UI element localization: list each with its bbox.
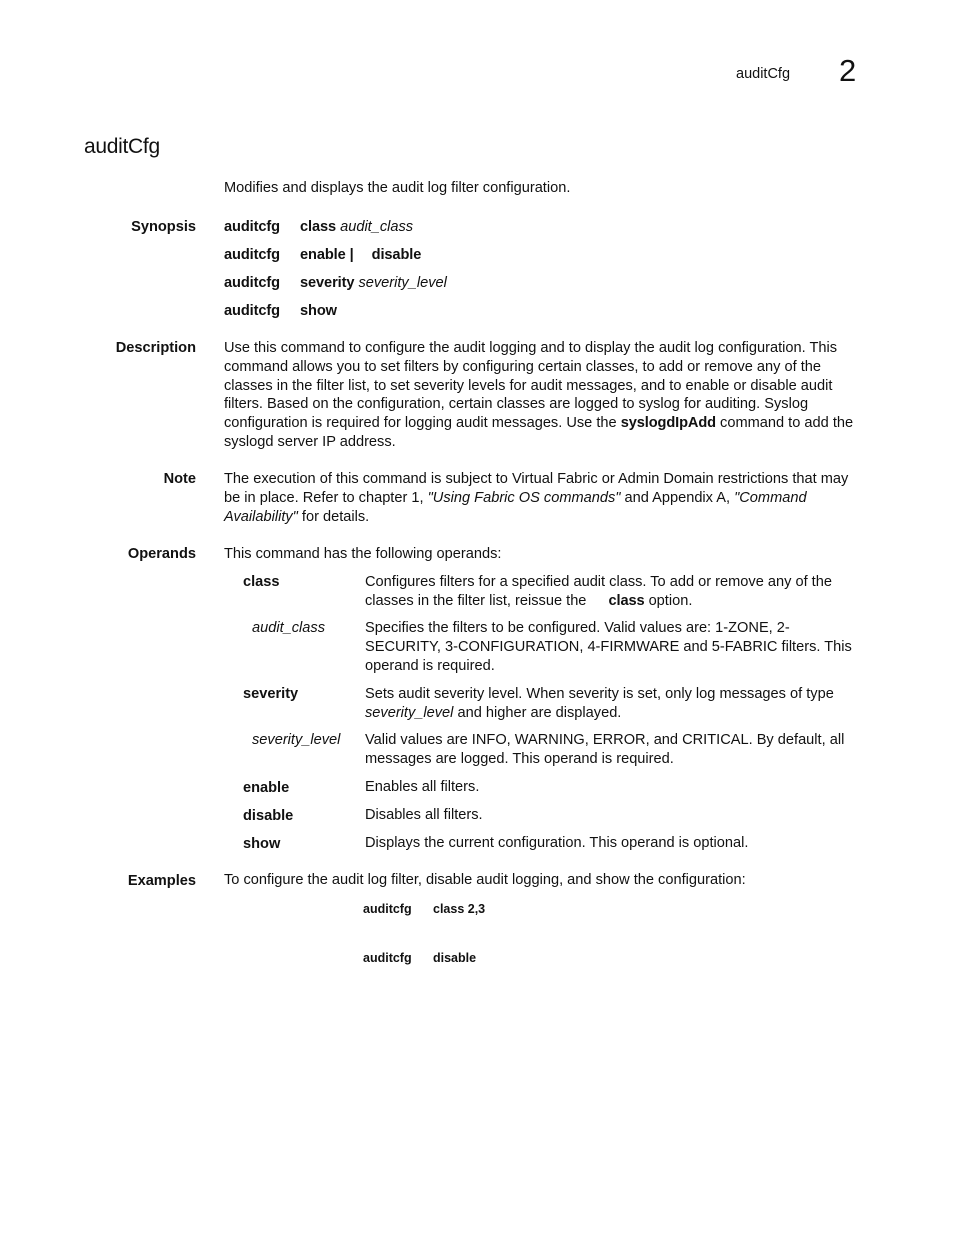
summary-text: Modifies and displays the audit log filter configuration. [224,180,571,196]
note-reference: "Command Availability" [224,489,807,525]
description-label: Description [115,340,196,356]
synopsis-arg-bold: severity [300,275,355,291]
operand-description: Specifies the filters to be configured. Valid values are: 1-ZONE, 2-SECURITY, 3-CONFIGURATION, 4-FIRMWARE and 5-FABRIC filters. This operand is required. [365,620,852,674]
synopsis-arg-bold: class [300,219,337,235]
note-part: The execution of this command is subject to Virtual Fabric or Admin Domain restrictions that may be in place. Refer to chapter 1, [224,471,849,506]
example-command: auditcfg [363,902,412,916]
operand-description [365,573,865,611]
operand-description: Displays the current configuration. This operand is optional. [365,835,749,851]
note-reference: "Using Fabric OS commands" [427,489,621,506]
synopsis-arg-bold: enable | [300,247,354,263]
synopsis-args [300,274,447,293]
operand-name: audit_class [252,620,326,636]
note-part: and Appendix A, [620,489,735,506]
examples-intro: To configure the audit log filter, disable audit logging, and show the configuration: [224,872,746,888]
operand-desc-part: Configures filters for a specified audit class. To add or remove any of the classes in the filter list, reissue the [365,574,832,609]
page-title: auditCfg [84,135,160,158]
operand-name: enable [243,780,290,796]
synopsis-cmd: auditcfg [224,275,280,291]
synopsis-args [300,218,413,237]
synopsis-cmd: auditcfg [224,219,280,235]
operand-description: Disables all filters. [365,807,483,823]
synopsis-arg-italic: audit_class [340,219,414,235]
note-label: Note [163,471,196,487]
operand-description: Enables all filters. [365,779,480,795]
chapter-number: 2 [839,53,857,88]
operand-description: Valid values are INFO, WARNING, ERROR, and CRITICAL. By default, all messages are logged. This operand is required. [365,732,845,767]
note-text [224,470,864,526]
note-part: for details. [297,508,370,525]
description-text [224,339,864,452]
operands-label: Operands [127,546,196,562]
example-args: disable [433,951,477,965]
description-part: Use this command to configure the audit logging and to display the audit log configuration. This command allows you to set filters by configuring certain classes, to add or remove any of the classes in the filter list, to set severity levels for audit messages, and to enable or disable audit filters. Based on the configuration, certain classes are logged to syslog for auditing. Syslog configuration is required for logging audit messages. Use the [224,340,838,432]
operand-name: severity [243,686,299,702]
description-command: syslogdIpAdd [620,415,716,432]
operand-name: severity_level [252,732,341,748]
synopsis-args [300,246,421,265]
operand-name: class [243,574,280,590]
synopsis-label: Synopsis [131,219,196,235]
synopsis-args [300,302,337,321]
synopsis-cmd: auditcfg [224,303,280,319]
operand-desc-part: Sets audit severity level. When severity is set, only log messages of type [365,686,834,702]
example-command: auditcfg [363,951,412,965]
synopsis-cmd: auditcfg [224,247,280,263]
operand-desc-part: option. [644,592,693,609]
operands-intro: This command has the following operands: [224,546,502,562]
operand-desc-italic: severity_level [365,704,454,721]
synopsis-arg-bold: disable [371,247,422,263]
running-header-title: auditCfg [736,66,791,82]
synopsis-arg-italic: severity_level [358,275,447,291]
description-part: command to add the syslogd server IP address. [224,415,854,450]
example-args: class 2,3 [433,902,486,916]
examples-label: Examples [127,873,196,889]
operand-name: show [243,836,281,852]
operand-name: disable [243,808,294,824]
synopsis-arg-bold: show [300,303,337,319]
operand-description [365,685,865,723]
operand-desc-part: and higher are displayed. [453,704,622,721]
operand-desc-command: class [608,592,645,609]
